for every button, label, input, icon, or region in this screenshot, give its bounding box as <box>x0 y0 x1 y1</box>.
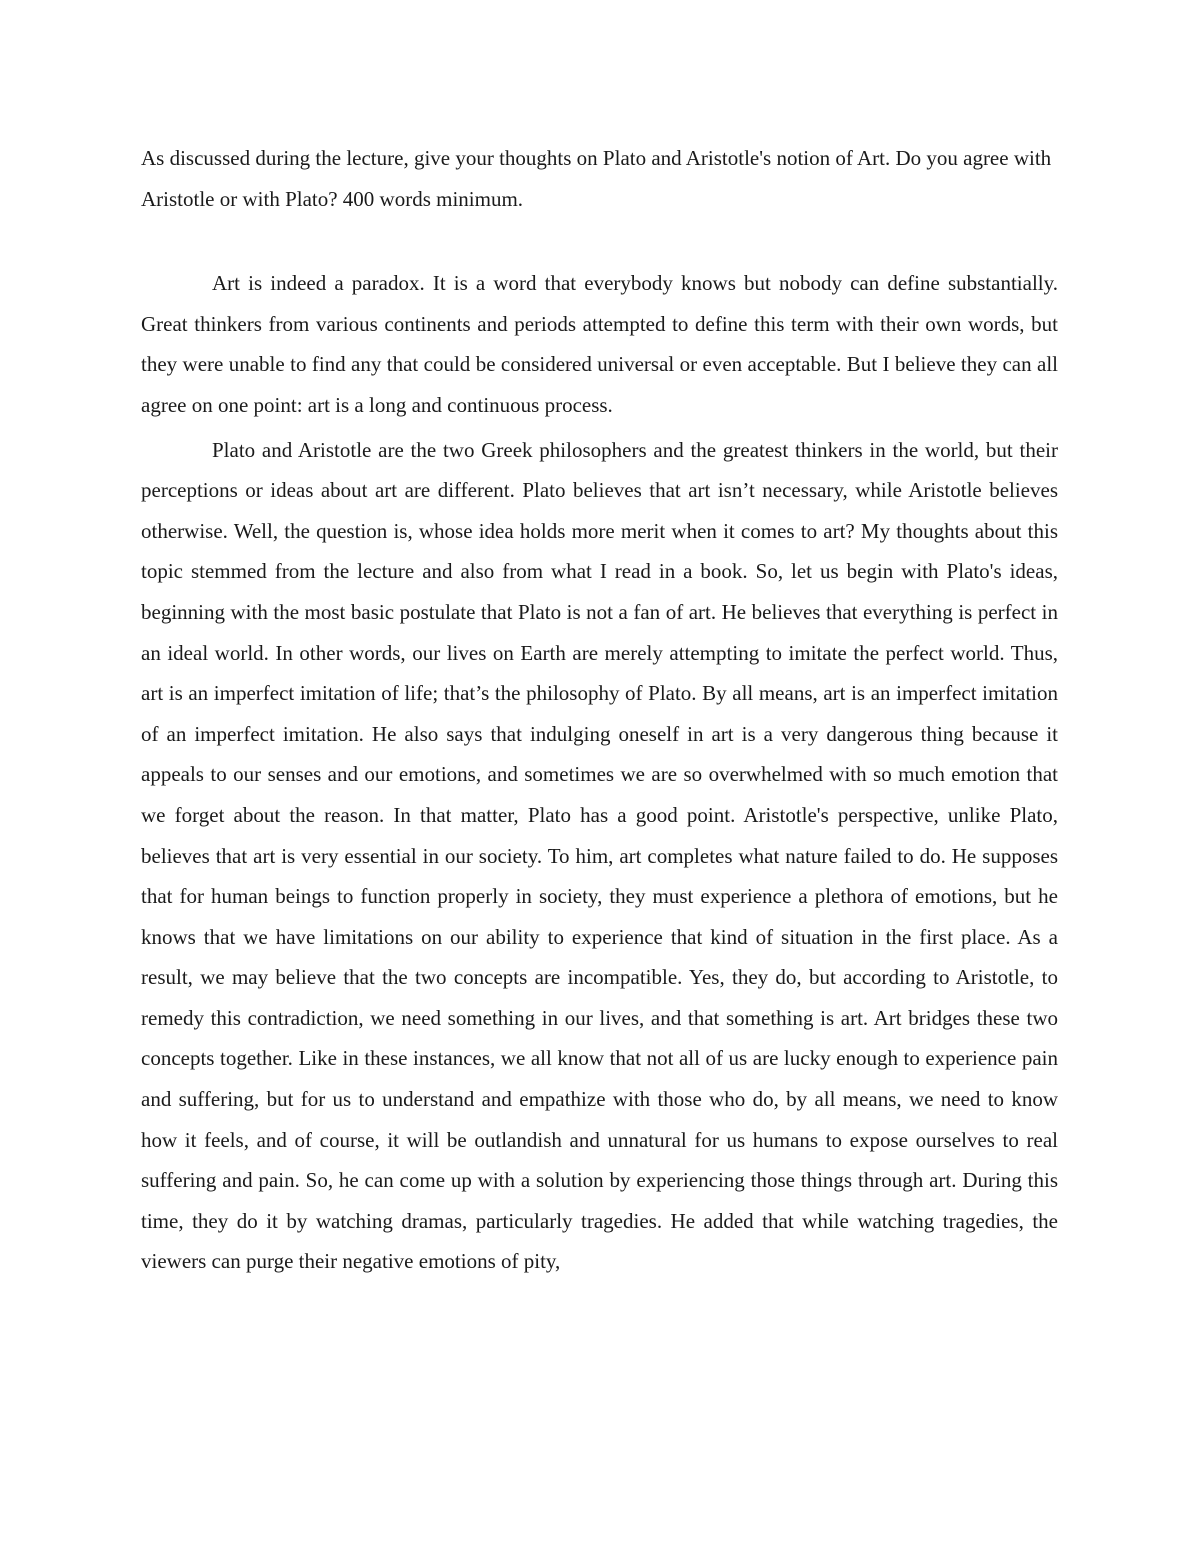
essay-paragraph-2: Plato and Aristotle are the two Greek philosophers and the greatest thinkers in the world, but their perceptions or ideas about art are different. Plato believes that art isn’t necessary, while Aristotle believes otherwise. Well, the question is, whose idea holds more merit when it comes to art? My thoughts about this topic stemmed from the lecture and also from what I read in a book. So, let us begin with Plato's ideas, beginning with the most basic postulate that Plato is not a fan of art. He believes that everything is perfect in an ideal world. In other words, our lives on Earth are merely attempting to imitate the perfect world. Thus, art is an imperfect imitation of life; that’s the philosophy of Plato. By all means, art is an imperfect imitation of an imperfect imitation. He also says that indulging oneself in art is a very dangerous thing because it appeals to our senses and our emotions, and sometimes we are so overwhelmed with so much emotion that we forget about the reason. In that matter, Plato has a good point. Aristotle's perspective, unlike Plato, believes that art is very essential in our society. To him, art completes what nature failed to do. He supposes that for human beings to function properly in society, they must experience a plethora of emotions, but he knows that we have limitations on our ability to experience that kind of situation in the first place. As a result, we may believe that the two concepts are incompatible. Yes, they do, but according to Aristotle, to remedy this contradiction, we need something in our lives, and that something is art. Art bridges these two concepts together. Like in these instances, we all know that not all of us are lucky enough to experience pain and suffering, but for us to understand and empathize with those who do, by all means, we need to know how it feels, and of course, it will be outlandish and unnatural for us humans to expose ourselves to real suffering and pain. So, he can come up with a solution by experiencing those things through art. During this time, they do it by watching dramas, particularly tragedies. He added that while watching tragedies, the viewers can purge their negative emotions of pity, <box>141 437 1058 1274</box>
assignment-prompt: As discussed during the lecture, give your thoughts on Plato and Aristotle's notion of Art. Do you agree with Aristotle or with Plato? 400 words minimum. <box>141 146 1052 211</box>
essay-paragraph-1: Art is indeed a paradox. It is a word that everybody knows but nobody can define substantially. Great thinkers from various continents and periods attempted to define this term with their own words, but they were unable to find any that could be considered universal or even acceptable. But I believe they can all agree on one point: art is a long and continuous process. <box>141 271 1058 417</box>
document-page <box>141 138 1058 1286</box>
